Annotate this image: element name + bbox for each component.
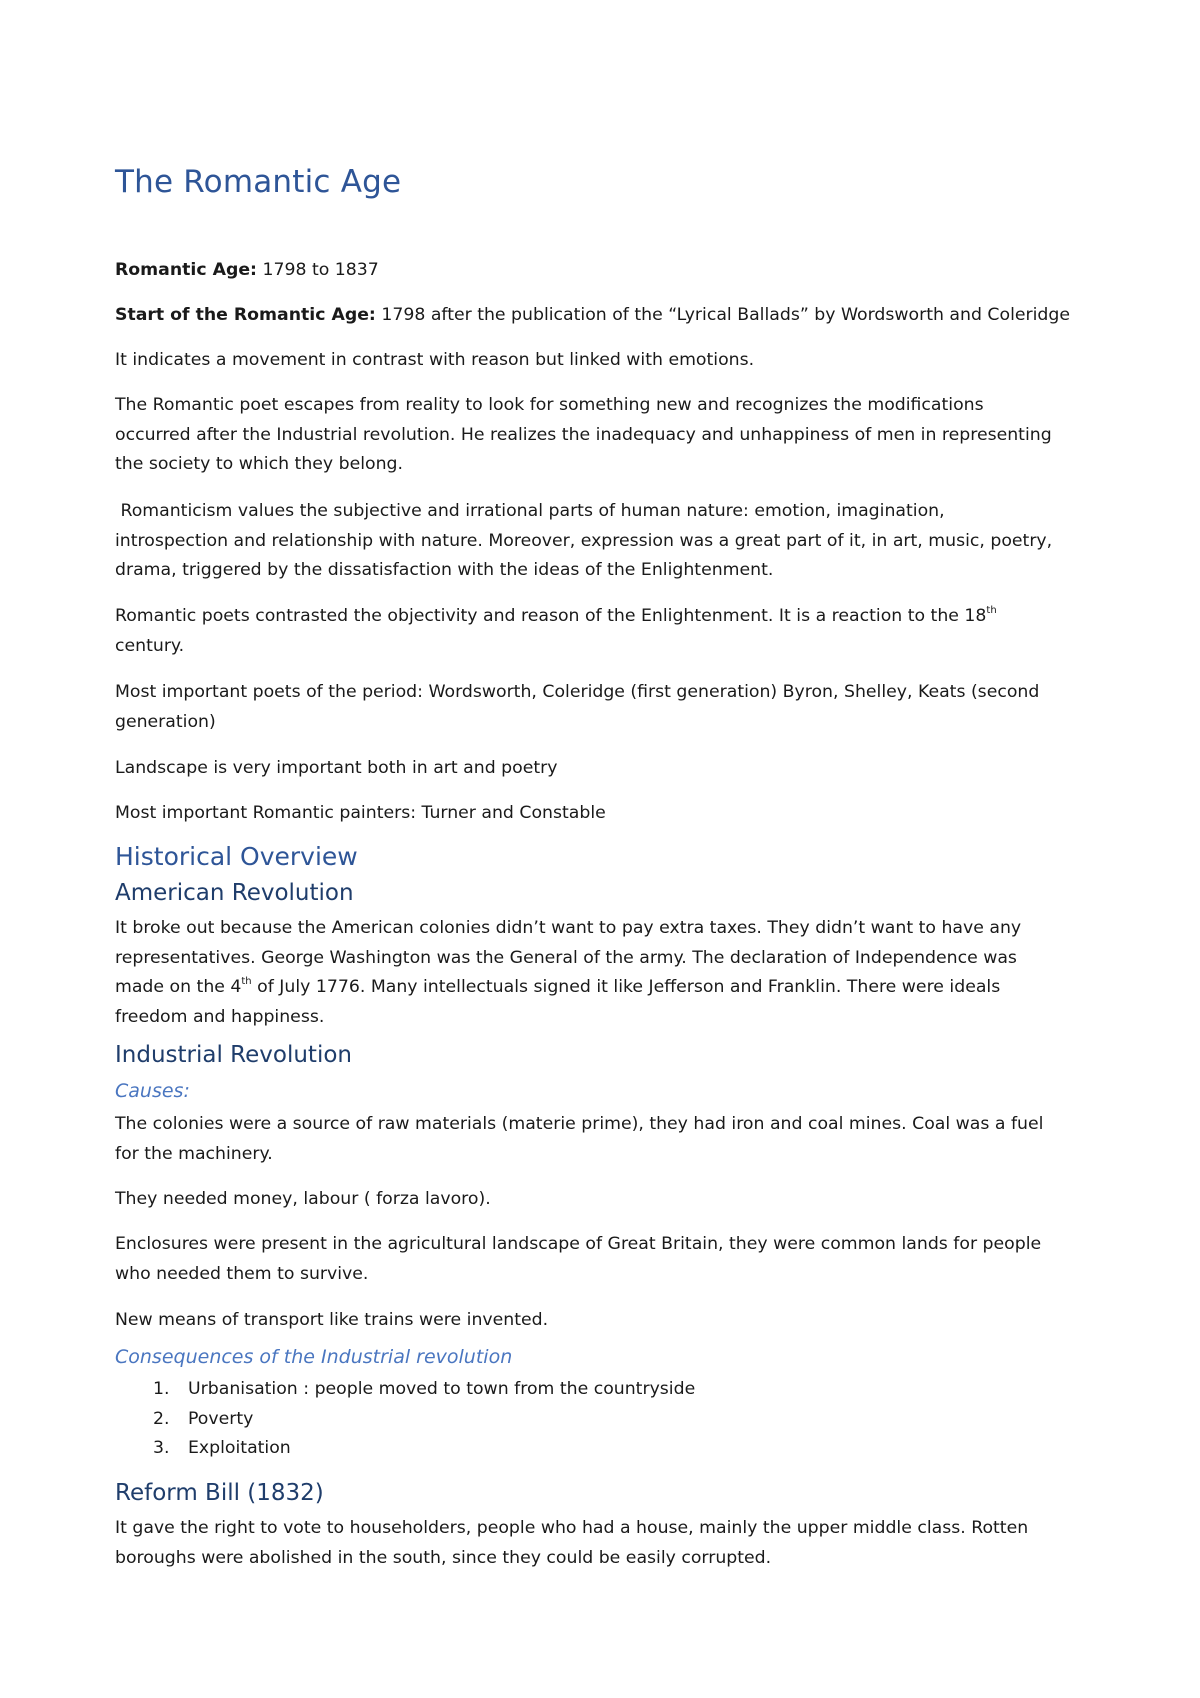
heading-industrial-revolution: Industrial Revolution <box>115 1042 352 1068</box>
text-line: for the machinery. <box>115 1143 273 1164</box>
paragraph-cause-transport: New means of transport like trains were invented. <box>115 1310 549 1330</box>
paragraph-reform-bill <box>115 1514 1028 1573</box>
paragraph-cause-colonies <box>115 1110 1043 1169</box>
list-item <box>115 1434 915 1464</box>
heading-causes: Causes: <box>115 1080 190 1102</box>
page-title: The Romantic Age <box>115 164 402 200</box>
list-item-text: Urbanisation : people moved to town from the countryside <box>188 1379 696 1399</box>
heading-reform-bill: Reform Bill (1832) <box>115 1480 324 1506</box>
text-segment: made on the 4 <box>115 977 242 997</box>
consequences-list <box>115 1375 915 1465</box>
romantic-age-value: 1798 to 1837 <box>256 260 379 280</box>
paragraph-romanticism-values <box>115 497 1052 586</box>
start-value: 1798 after the publication of the “Lyrical Ballads” by Wordsworth and Coleridge <box>375 305 1070 325</box>
superscript: th <box>986 605 997 616</box>
paragraph-painters: Most important Romantic painters: Turner and Constable <box>115 803 606 823</box>
heading-american-revolution: American Revolution <box>115 880 354 906</box>
text-line: freedom and happiness. <box>115 1006 325 1027</box>
text-line: It broke out because the American colonies didn’t want to pay extra taxes. They didn’t want to have any <box>115 918 1022 938</box>
paragraph-romantic-poet <box>115 391 1052 480</box>
text-line: drama, triggered by the dissatisfaction with the ideas of the Enlightenment. <box>115 560 774 580</box>
text-line <box>115 973 1021 1003</box>
list-item-text: Poverty <box>188 1408 254 1429</box>
heading-historical-overview: Historical Overview <box>115 842 358 871</box>
text-line <box>115 602 997 632</box>
paragraph-american-revolution <box>115 914 1021 1032</box>
paragraph-movement: It indicates a movement in contrast with reason but linked with emotions. <box>115 350 755 370</box>
list-number: 1. <box>153 1379 170 1399</box>
romantic-age-start <box>115 301 1070 331</box>
heading-consequences: Consequences of the Industrial revolution <box>115 1346 513 1368</box>
paragraph-important-poets <box>115 678 1039 737</box>
text-line: Enclosures were present in the agricultural landscape of Great Britain, they were common lands for people <box>115 1234 1042 1254</box>
paragraph-landscape: Landscape is very important both in art and poetry <box>115 758 558 778</box>
text-line: the society to which they belong. <box>115 454 404 474</box>
superscript: th <box>241 976 252 987</box>
text-line: The Romantic poet escapes from reality to look for something new and recognizes the modifications <box>115 395 984 415</box>
paragraph-cause-money: They needed money, labour ( forza lavoro). <box>115 1189 491 1209</box>
text-line: Most important poets of the period: Wordsworth, Coleridge (first generation) Byron, Shelley, Keats (second <box>115 682 1040 702</box>
list-number: 3. <box>153 1438 170 1458</box>
text-line: Romanticism values the subjective and irrational parts of human nature: emotion, imagination, <box>115 501 945 521</box>
text-line: representatives. George Washington was the General of the army. The declaration of Independence was <box>115 947 1017 968</box>
list-number: 2. <box>153 1408 170 1429</box>
text-line: The colonies were a source of raw materials (materie prime), they had iron and coal mines. Coal was a fuel <box>115 1114 1044 1134</box>
text-line: It gave the right to vote to householders, people who had a house, mainly the upper middle class. Rotten <box>115 1518 1029 1538</box>
paragraph-cause-enclosures <box>115 1230 1041 1289</box>
start-label: Start of the Romantic Age: <box>115 305 376 325</box>
text-line: introspection and relationship with nature. Moreover, expression was a great part of it, in art, music, poetry, <box>115 530 1053 551</box>
list-item-text: Exploitation <box>188 1438 291 1458</box>
text-line: who needed them to survive. <box>115 1263 369 1284</box>
list-item <box>115 1375 915 1405</box>
romantic-age-label: Romantic Age: <box>115 260 257 280</box>
paragraph-romantic-poets-contrast <box>115 602 997 661</box>
list-item <box>115 1405 915 1435</box>
text-segment: of July 1776. Many intellectuals signed it like Jefferson and Franklin. There were ideals <box>251 977 1001 997</box>
text-line: century. <box>115 635 185 656</box>
text-line: boroughs were abolished in the south, since they could be easily corrupted. <box>115 1547 772 1568</box>
text-line: generation) <box>115 711 216 732</box>
text-segment: Romantic poets contrasted the objectivity and reason of the Enlightenment. It is a reaction to the 18 <box>115 606 987 626</box>
romantic-age-dates <box>115 256 379 286</box>
text-line: occurred after the Industrial revolution. He realizes the inadequacy and unhappiness of men in representing <box>115 424 1052 445</box>
